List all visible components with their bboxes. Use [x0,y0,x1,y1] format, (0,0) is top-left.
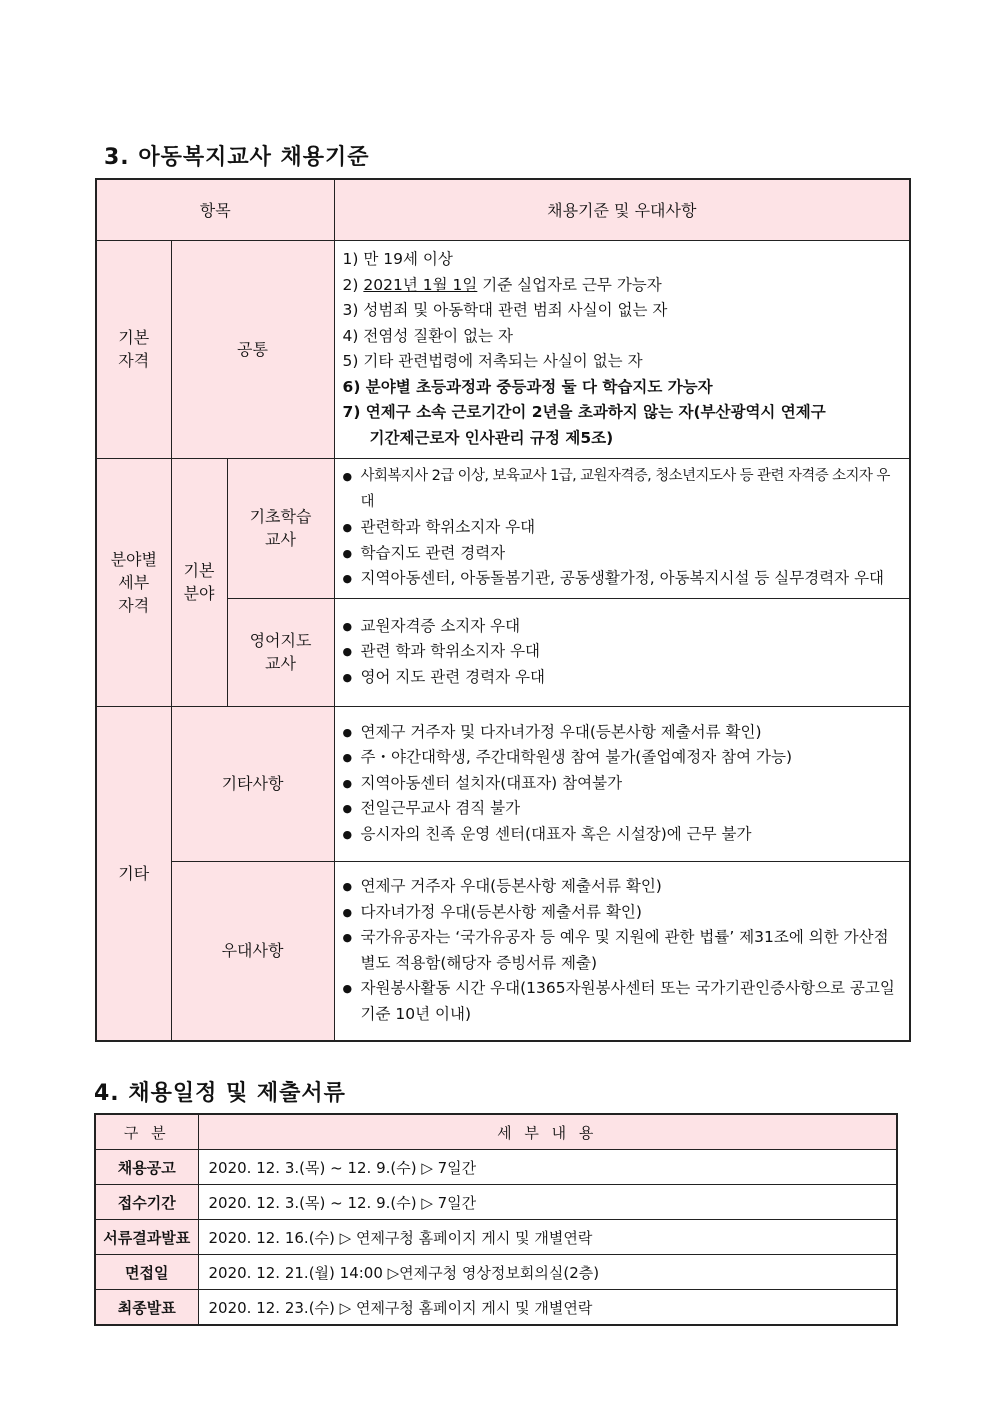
schedule-row [95,1185,897,1220]
basic-qualification-item [343,400,902,451]
english-list [334,598,910,706]
item-text: 성범죄 및 아동학대 관련 범죄 사실이 없는 자 [363,301,668,319]
schedule-header-row [95,1114,897,1150]
item-number: 1) [342,250,364,268]
schedule-row [95,1290,897,1326]
basic-qualification-item [343,273,902,299]
basic-qualification-item [343,247,902,273]
item-text: 분야별 초등과정과 중등과정 둘 다 학습지도 가능자 [365,377,713,396]
common-label: 공통 [171,240,334,458]
item-text: 기준 실업자로 근무 가능자 [477,275,662,294]
schedule-label: 면접일 [95,1255,198,1290]
item-text: 기타 관련법령에 저촉되는 사실이 없는 자 [363,352,643,370]
schedule-value: 2020. 12. 21.(월) 14:00 ▷연제구청 영상정보회의실(2층) [198,1255,897,1290]
other-item: ● 연제구 거주자 및 다자녀가정 우대(등본사항 제출서류 확인) [343,720,902,746]
item-number: 2) [342,275,364,294]
item-number: 7) [342,403,366,421]
english-item: ● 교원자격증 소지자 우대 [343,614,902,640]
schedule-value: 2020. 12. 3.(목) ~ 12. 9.(수) ▷ 7일간 [198,1185,897,1220]
criteria-header-item: 항목 [96,179,334,240]
item-text: 만 19세 이상 [363,250,453,268]
preference-item: ● 자원봉사활동 시간 우대(1365자원봉사센터 또는 국가기관인증사항으로 공고일 기준 10년 이내) [343,976,902,1027]
item-text: 전염성 질환이 없는 자 [363,326,513,345]
schedule-value: 2020. 12. 3.(목) ~ 12. 9.(수) ▷ 7일간 [198,1150,897,1185]
basic-learning-item: ● 사회복지사 2급 이상, 보육교사 1급, 교원자격증, 청소년지도사 등 관련 자격증 소지자 우대 [343,464,902,515]
english-item: ● 영어 지도 관련 경력자 우대 [343,665,902,691]
item-text: 연제구 소속 근로기간이 2년을 초과하지 않는 자(부산광역시 연제구 [365,403,826,421]
english-item: ● 관련 학과 학위소지자 우대 [343,639,902,665]
basic-learning-list [334,458,910,598]
other-item: ● 주・야간대학생, 주간대학원생 참여 불가(졸업예정자 참여 가능) [343,745,902,771]
other-items-label: 기타사항 [171,706,334,861]
schedule-label: 접수기간 [95,1185,198,1220]
item-number: 6) [342,377,366,396]
section4-title: 4. 채용일정 및 제출서류 [94,1081,346,1106]
basic-learning-teacher-label: 기초학습 교사 [227,458,334,598]
preference-item: ● 연제구 거주자 우대(등본사항 제출서류 확인) [343,874,902,900]
schedule-row [95,1150,897,1185]
preference-item: ● 다자녀가정 우대(등본사항 제출서류 확인) [343,900,902,926]
schedule-label: 서류결과발표 [95,1220,198,1255]
item-number: 3) [342,301,364,319]
item-continuation: 기간제근로자 인사관리 규정 제5조) [369,428,614,447]
schedule-header-category: 구 분 [95,1114,198,1150]
criteria-header-row [96,179,910,240]
schedule-value: 2020. 12. 23.(수) ▷ 연제구청 홈페이지 게시 및 개별연락 [198,1290,897,1326]
english-teacher-label: 영어지도 교사 [227,598,334,706]
other-item: ● 응시자의 친족 운영 센터(대표자 혹은 시설장)에 근무 불가 [343,822,902,848]
basic-learning-row [96,458,910,598]
basic-qualification-label: 기본 자격 [96,240,171,458]
basic-qualification-item [343,298,902,324]
hiring-criteria-table [95,178,911,1042]
schedule-label: 채용공고 [95,1150,198,1185]
section3-title: 3. 아동복지교사 채용기준 [104,145,370,170]
schedule-value: 2020. 12. 16.(수) ▷ 연제구청 홈페이지 게시 및 개별연락 [198,1220,897,1255]
preference-row [96,861,910,1041]
schedule-header-detail: 세 부 내 용 [198,1114,897,1150]
criteria-header-standard: 채용기준 및 우대사항 [334,179,910,240]
basic-qualification-item [343,375,902,401]
preference-label: 우대사항 [171,861,334,1041]
other-item: ● 전일근무교사 겸직 불가 [343,796,902,822]
etc-label: 기타 [96,706,171,1041]
preference-item: ● 국가유공자는 ‘국가유공자 등 예우 및 지원에 관한 법률’ 제31조에 의한 가산점 별도 적용함(해당자 증빙서류 제출) [343,925,902,976]
preference-list [334,861,910,1041]
basic-qualification-item [343,324,902,350]
item-number: 4) [342,326,364,345]
item-underlined-date: 2021년 1월 1일 [363,275,478,294]
schedule-label: 최종발표 [95,1290,198,1326]
other-item: ● 지역아동센터 설치자(대표자) 참여불가 [343,771,902,797]
basic-learning-item: ● 지역아동센터, 아동돌봄기관, 공동생활가정, 아동복지시설 등 실무경력자 우대 [343,566,902,592]
basic-qualification-list [334,240,910,458]
other-items-list [334,706,910,861]
schedule-table [94,1113,898,1326]
basic-learning-item: ● 관련학과 학위소지자 우대 [343,515,902,541]
schedule-row [95,1220,897,1255]
basic-field-label: 기본 분야 [171,458,227,706]
basic-qualification-item [343,349,902,375]
other-row [96,706,910,861]
item-number: 5) [342,352,364,370]
field-qualification-label: 분야별 세부 자격 [96,458,171,706]
basic-qualification-row [96,240,910,458]
basic-learning-item: ● 학습지도 관련 경력자 [343,541,902,567]
schedule-row [95,1255,897,1290]
